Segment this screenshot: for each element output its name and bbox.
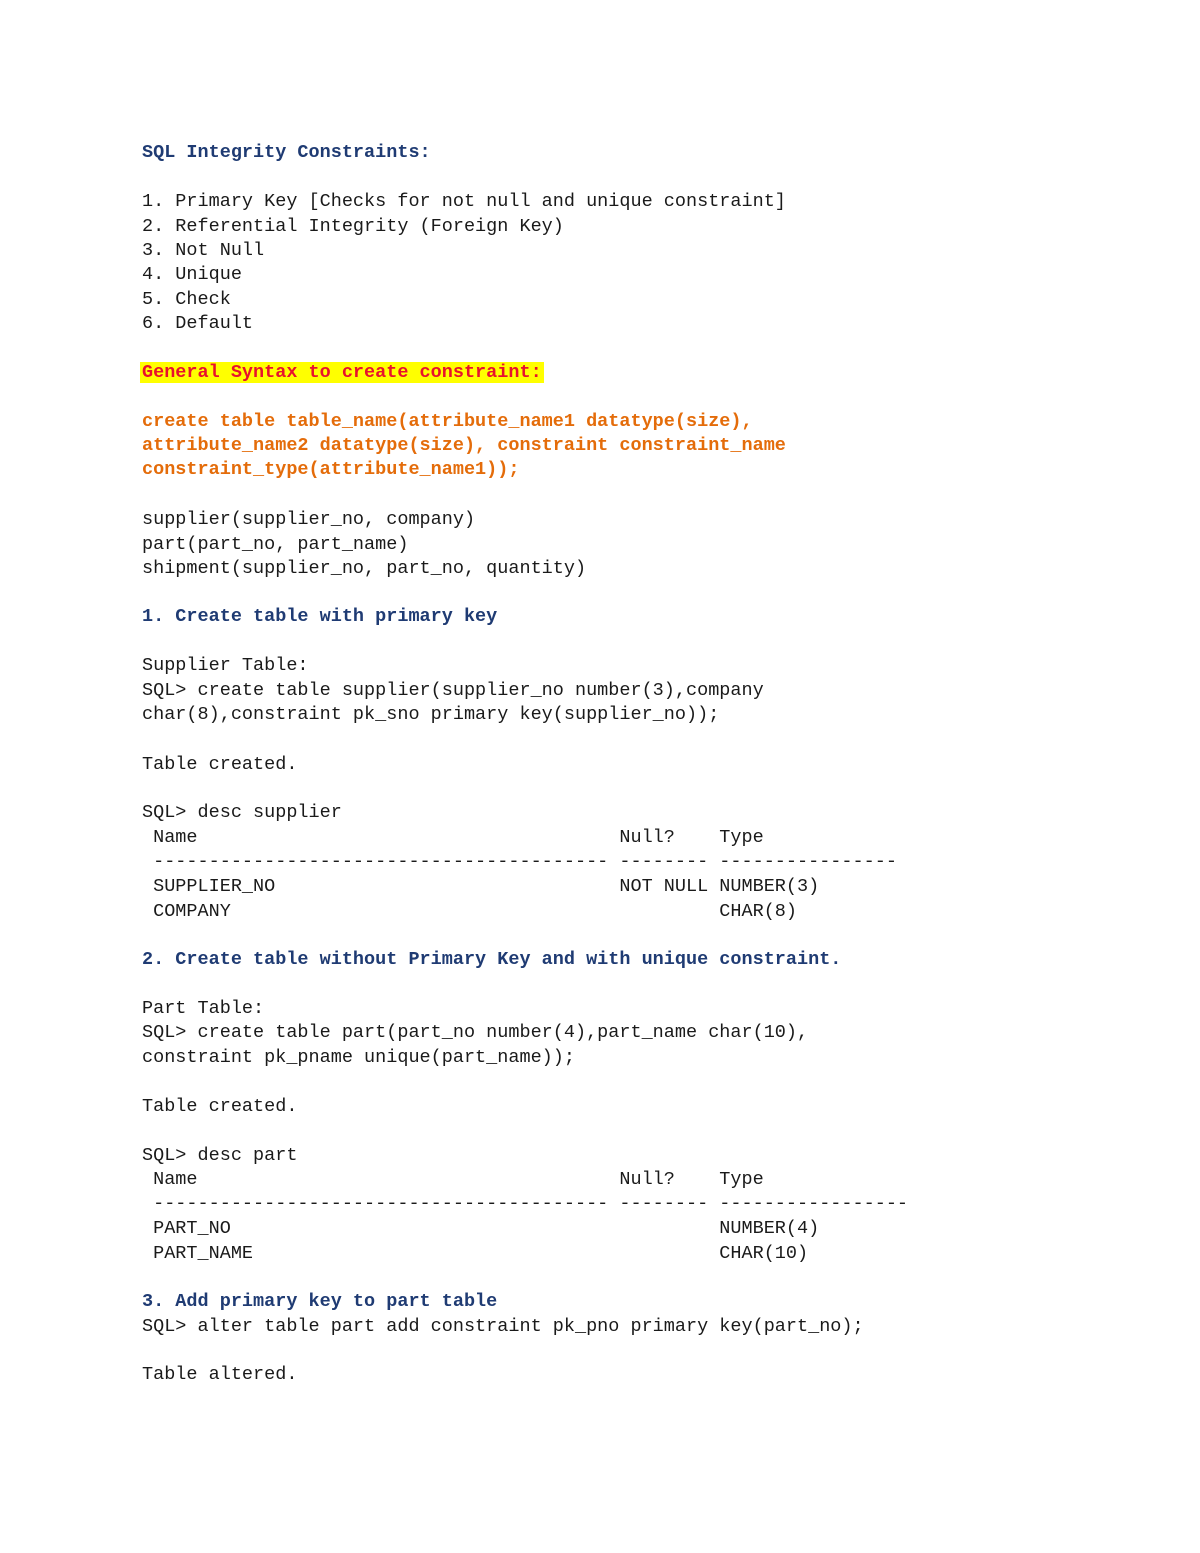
- section1-table-label: Supplier Table:: [142, 655, 309, 676]
- syntax-title-line: [142, 361, 544, 385]
- doc-title: SQL Integrity Constraints:: [142, 142, 431, 163]
- section2-result: Table created.: [142, 1096, 298, 1117]
- syntax-line: create table table_name(attribute_name1 datatype(size),: [142, 411, 753, 432]
- section2-desc-divider: ----------------------------------------- -------- -----------------: [142, 1193, 909, 1214]
- section2-desc-row: PART_NAME CHAR(10): [142, 1243, 809, 1264]
- constraint-item: 1. Primary Key [Checks for not null and unique constraint]: [142, 191, 786, 212]
- constraint-item: 5. Check: [142, 289, 231, 310]
- section2-sql-line: SQL> create table part(part_no number(4),part_name char(10),: [142, 1022, 809, 1043]
- section2-desc-command: SQL> desc part: [142, 1145, 298, 1166]
- section3-sql-line: SQL> alter table part add constraint pk_pno primary key(part_no);: [142, 1316, 864, 1337]
- section2-heading: 2. Create table without Primary Key and with unique constraint.: [142, 949, 842, 970]
- section1-desc-header: Name Null? Type: [142, 827, 764, 848]
- section1-desc-command: SQL> desc supplier: [142, 802, 342, 823]
- section2-desc-row: PART_NO NUMBER(4): [142, 1218, 820, 1239]
- section2-desc-header: Name Null? Type: [142, 1169, 764, 1190]
- syntax-title: General Syntax to create constraint:: [142, 362, 542, 383]
- syntax-line: attribute_name2 datatype(size), constraint constraint_name: [142, 435, 786, 456]
- section3-result: Table altered.: [142, 1364, 298, 1385]
- section2-table-label: Part Table:: [142, 998, 265, 1019]
- section1-desc-divider: ----------------------------------------- -------- ----------------: [142, 851, 897, 872]
- syntax-line: constraint_type(attribute_name1));: [142, 459, 520, 480]
- section1-sql-line: SQL> create table supplier(supplier_no number(3),company: [142, 680, 764, 701]
- schema-line: part(part_no, part_name): [142, 534, 409, 555]
- section1-heading: 1. Create table with primary key: [142, 606, 498, 627]
- constraint-item: 3. Not Null: [142, 240, 265, 261]
- section1-sql-line: char(8),constraint pk_sno primary key(supplier_no));: [142, 704, 720, 725]
- section1-desc-row: SUPPLIER_NO NOT NULL NUMBER(3): [142, 876, 820, 897]
- constraint-item: 4. Unique: [142, 264, 242, 285]
- section1-result: Table created.: [142, 754, 298, 775]
- constraint-item: 6. Default: [142, 313, 254, 334]
- section2-sql-line: constraint pk_pname unique(part_name));: [142, 1047, 575, 1068]
- section3-heading: 3. Add primary key to part table: [142, 1291, 498, 1312]
- constraint-item: 2. Referential Integrity (Foreign Key): [142, 216, 564, 237]
- schema-line: supplier(supplier_no, company): [142, 509, 476, 530]
- section1-desc-row: COMPANY CHAR(8): [142, 901, 798, 922]
- schema-line: shipment(supplier_no, part_no, quantity): [142, 558, 587, 579]
